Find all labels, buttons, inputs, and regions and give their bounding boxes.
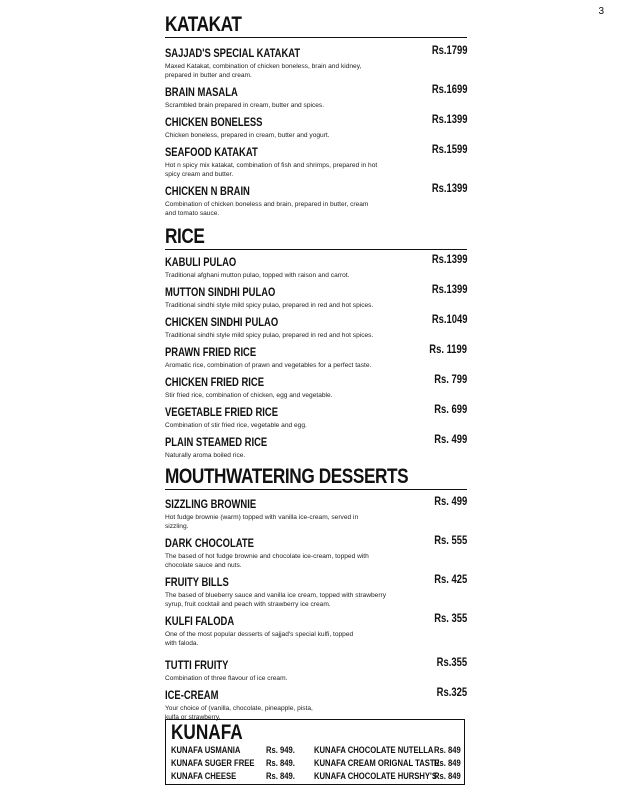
menu-item [165,253,467,280]
item-name: SAJJAD'S SPECIAL KATAKAT [165,48,301,60]
section-title: KUNAFA [171,721,243,744]
item-description: Chicken boneless, prepared in cream, butter and yogurt. [165,132,330,139]
item-description: One of the most popular desserts of sajjad's special kulfi, topped with faloda. [165,631,354,647]
kunafa-item-price: Rs. 849 [434,745,461,755]
kunafa-item-price: Rs. 849. [266,771,295,781]
menu-item [165,373,467,400]
item-description: Hot n spicy mix katakat, combination of fish and shrimps, prepared in hot spicy cream and butter. [165,162,378,178]
item-name: SIZZLING BROWNIE [165,499,257,511]
item-price: Rs.1599 [431,144,467,156]
item-price: Rs. 1199 [429,344,467,356]
menu-item [165,433,467,460]
menu-item [165,343,467,370]
section-title: RICE [165,225,205,248]
item-price: Rs. 699 [433,404,467,416]
item-price: Rs. 799 [433,374,467,386]
item-name: DARK CHOCOLATE [165,538,254,550]
item-price: Rs.325 [436,687,467,699]
kunafa-item-price: Rs. 849 [434,771,461,781]
item-name: ICE-CREAM [165,690,219,702]
item-description: Scrambled brain prepared in cream, butter and spices. [165,102,325,109]
menu-item [165,656,467,683]
item-description: Combination of three flavour of ice cream. [165,675,288,682]
menu-item [165,403,467,430]
item-name: FRUITY BILLS [165,577,229,589]
section-divider [165,489,467,490]
item-price: Rs.1699 [431,84,467,96]
kunafa-item-price: Rs. 849. [266,758,295,768]
item-name: VEGETABLE FRIED RICE [165,407,279,419]
item-description: Maxed Katakat, combination of chicken boneless, brain and kidney, prepared in butter and cream. [165,63,362,79]
kunafa-item-price: Rs. 849 [434,758,461,768]
section-divider [165,37,467,38]
item-price: Rs.1049 [431,314,467,326]
item-price: Rs.1399 [431,114,467,126]
menu-item [165,534,467,570]
desserts-section [165,466,467,490]
item-name: CHICKEN N BRAIN [165,186,250,198]
kunafa-item-name: KUNAFA SUGER FREE [171,758,255,768]
item-name: SEAFOOD KATAKAT [165,147,258,159]
rice-section [165,226,467,250]
item-name: KABULI PULAO [165,257,237,269]
item-price: Rs. 425 [433,574,467,586]
kunafa-item-price: Rs. 949. [266,745,295,755]
item-price: Rs. 499 [433,434,467,446]
item-description: Naturally aroma boiled rice. [165,452,246,459]
item-price: Rs.355 [436,657,467,669]
kunafa-item-name: KUNAFA USMANIA [171,745,241,755]
item-description: Traditional sindhi style mild spicy pulao, prepared in red and hot spices. [165,332,374,339]
item-description: Combination of chicken boneless and brain, prepared in butter, cream and tomato sauce. [165,201,369,217]
menu-item [165,612,467,648]
section-divider [165,249,467,250]
item-description: Traditional afghani mutton pulao, topped with raison and carrot. [165,272,350,279]
menu-item [165,143,467,179]
item-description: Stir fried rice, combination of chicken, egg and vegetable. [165,392,333,399]
menu-item [165,573,467,609]
menu-item [165,113,467,140]
item-price: Rs.1399 [431,183,467,195]
item-description: Aromatic rice, combination of prawn and vegetables for a perfect taste. [165,362,372,369]
item-name: PRAWN FRIED RICE [165,347,257,359]
item-description: Traditional sindhi style mild spicy pulao, prepared in red and hot spices. [165,302,374,309]
menu-item [165,182,467,218]
item-price: Rs.1399 [431,254,467,266]
item-name: KULFI FALODA [165,616,235,628]
kunafa-box [165,719,465,785]
menu-item [165,495,467,531]
menu-item [165,283,467,310]
kunafa-item-name: KUNAFA CHOCOLATE NUTELLA [314,745,434,755]
item-name: CHICKEN BONELESS [165,117,263,129]
item-description: The based of hot fudge brownie and chocolate ice-cream, topped with chocolate sauce and nuts. [165,553,369,569]
kunafa-item-name: KUNAFA CREAM ORIGNAL TASTE [314,758,440,768]
section-title: MOUTHWATERING DESSERTS [165,465,409,488]
kunafa-item-name: KUNAFA CHEESE [171,771,237,781]
item-description: The based of blueberry sauce and vanilla ice cream, topped with strawberry syrup, fruit cocktail and peach with strawberry ice cream. [165,592,387,608]
menu-item [165,313,467,340]
item-name: CHICKEN FRIED RICE [165,377,265,389]
item-description: Hot fudge brownie (warm) topped with vanilla ice-cream, served in sizzling. [165,514,359,530]
item-name: PLAIN STEAMED RICE [165,437,268,449]
item-price: Rs. 499 [433,496,467,508]
item-price: Rs. 555 [433,535,467,547]
item-price: Rs.1399 [431,284,467,296]
menu-item [165,44,467,80]
menu-item [165,83,467,110]
item-price: Rs.1799 [431,45,467,57]
page-number: 3 [598,6,604,17]
item-price: Rs. 355 [433,613,467,625]
item-name: TUTTI FRUITY [165,660,229,672]
kunafa-item-name: KUNAFA CHOCOLATE HURSHY'S [314,771,437,781]
item-name: MUTTON SINDHI PULAO [165,287,276,299]
item-name: CHICKEN SINDHI PULAO [165,317,279,329]
katakat-section [165,14,467,38]
item-description: Your choice of (vanilla, chocolate, pineapple, pista, kulfa or strawberry. [165,705,313,721]
section-title: KATAKAT [165,13,242,36]
item-description: Combination of stir fried rice, vegetable and egg. [165,422,307,429]
menu-item [165,686,467,722]
item-name: BRAIN MASALA [165,87,238,99]
